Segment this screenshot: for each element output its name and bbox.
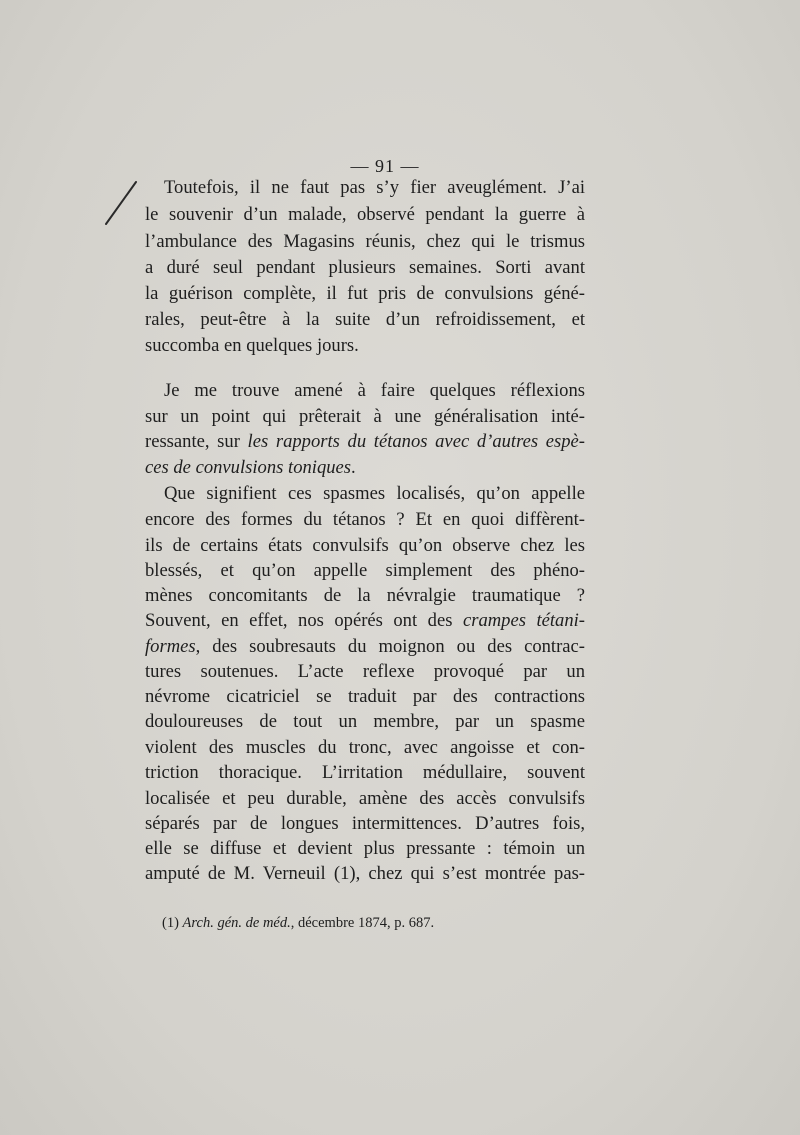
text-line: amputé de M. Verneuil (1), chez qui s’est montrée pas- <box>145 863 585 884</box>
text-line: violent des muscles du tronc, avec angoisse et con- <box>145 737 585 758</box>
footnote-reference: , décembre 1874, p. 687. <box>290 915 435 931</box>
text-line: la guérison complète, il fut pris de convulsions géné- <box>145 283 585 304</box>
text-line: a duré seul pendant plusieurs semaines. Sorti avant <box>145 257 585 278</box>
margin-slash-mark <box>100 178 140 228</box>
text-line: blessés, et qu’on appelle simplement des phéno- <box>145 560 585 581</box>
text-line: ils de certains états convulsifs qu’on observe chez les <box>145 535 585 556</box>
text-line: séparés par de longues intermittences. D’autres fois, <box>145 813 585 834</box>
text-line: le souvenir d’un malade, observé pendant la guerre à <box>145 204 585 225</box>
text-line: Que signifient ces spasmes localisés, qu’on appelle <box>164 483 585 504</box>
text-line: formes, des soubresauts du moignon ou des contrac- <box>145 636 585 657</box>
footnote <box>162 913 582 933</box>
text-line: rales, peut-être à la suite d’un refroidissement, et <box>145 309 585 330</box>
text-line: succomba en quelques jours. <box>145 335 359 356</box>
footnote-marker: (1) <box>162 915 183 931</box>
page-number: — 91 — <box>350 156 420 176</box>
text-line: triction thoracique. L’irritation médullaire, souvent <box>145 762 585 783</box>
text-line: sur un point qui prêterait à une généralisation inté- <box>145 406 585 427</box>
text-line: tures soutenues. L’acte reflexe provoqué par un <box>145 661 585 682</box>
text-line: névrome cicatriciel se traduit par des contractions <box>145 686 585 707</box>
text-line: l’ambulance des Magasins réunis, chez qui le trismus <box>145 231 585 252</box>
text-line: douloureuses de tout un membre, par un spasme <box>145 711 585 732</box>
text-line: Je me trouve amené à faire quelques réflexions <box>164 380 585 401</box>
text-line: ces de convulsions toniques. <box>145 457 356 478</box>
text-line: encore des formes du tétanos ? Et en quoi diffèrent- <box>145 509 585 530</box>
text-line: localisée et peu durable, amène des accès convulsifs <box>145 788 585 809</box>
text-line: Souvent, en effet, nos opérés ont des crampes tétani- <box>145 610 585 631</box>
text-line: Toutefois, il ne faut pas s’y fier aveuglément. J’ai <box>164 177 585 198</box>
text-line: ressante, sur les rapports du tétanos avec d’autres espè- <box>145 431 585 452</box>
footnote-journal: Arch. gén. de méd. <box>182 915 291 931</box>
text-line: elle se diffuse et devient plus pressante : témoin un <box>145 838 585 859</box>
text-line: mènes concomitants de la névralgie traumatique ? <box>145 585 585 606</box>
